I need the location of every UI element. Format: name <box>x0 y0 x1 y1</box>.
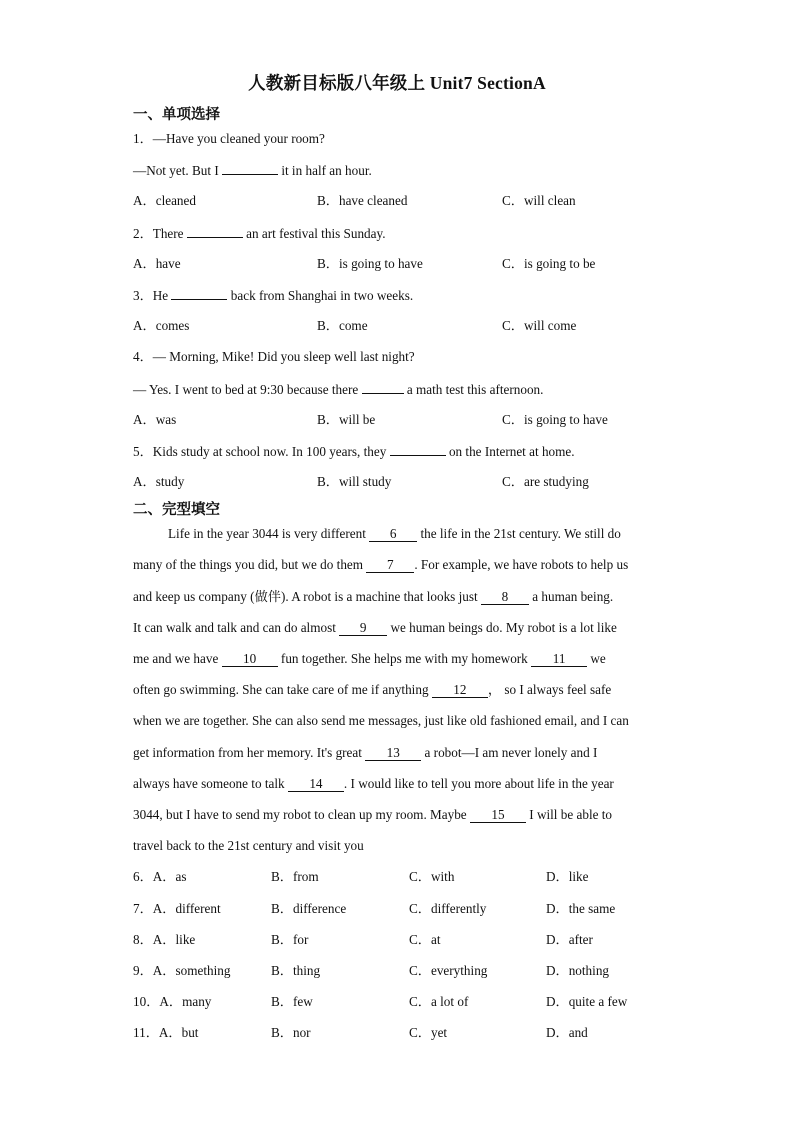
question-number: 5． <box>133 444 153 459</box>
question-text: a math test this afternoon. <box>403 382 544 397</box>
option-a[interactable]: A．many <box>159 994 212 1009</box>
blank-12[interactable]: 12 <box>432 682 488 698</box>
option-a[interactable]: A．something <box>152 963 231 978</box>
option-a[interactable]: A．cleaned <box>133 193 196 208</box>
passage-line-11 <box>133 837 364 855</box>
question-text: on the Internet at home. <box>445 444 575 459</box>
passage-line-2 <box>133 556 628 574</box>
section-heading-single-choice: 一、单项选择 <box>133 107 220 123</box>
blank-10[interactable]: 10 <box>222 651 278 667</box>
question-text: — Morning, Mike! Did you sleep well last night? <box>152 349 415 364</box>
option-c[interactable]: C．with <box>409 869 455 884</box>
passage-text: me and we have <box>133 651 222 666</box>
passage-text: fun together. She helps me with my homework <box>280 651 532 666</box>
question-1-line-2 <box>133 161 372 180</box>
answer-blank[interactable] <box>171 286 227 300</box>
item-number: 7． <box>133 901 153 916</box>
passage-text: often go swimming. She can take care of me if anything <box>133 682 432 697</box>
question-text: —Have you cleaned your room? <box>152 131 325 146</box>
option-d[interactable]: D．after <box>546 932 593 947</box>
passage-text: the life in the 21st century. We still do <box>420 526 621 541</box>
option-b[interactable]: B．for <box>271 932 309 947</box>
option-b[interactable]: B．difference <box>271 901 347 916</box>
question-text: back from Shanghai in two weeks. <box>227 288 414 303</box>
question-5 <box>133 442 575 461</box>
passage-text: always have someone to talk <box>133 776 288 791</box>
option-b[interactable]: B．few <box>271 994 313 1009</box>
item-number: 9． <box>133 963 153 978</box>
option-d[interactable]: D．quite a few <box>546 994 628 1009</box>
option-c[interactable]: C．will come <box>502 318 577 333</box>
blank-13[interactable]: 13 <box>365 745 421 761</box>
passage-text: when we are together. She can also send me messages, just like old fashioned email, and I can <box>133 713 629 728</box>
answer-blank[interactable] <box>187 224 243 238</box>
option-b[interactable]: B．from <box>271 869 319 884</box>
passage-text: ， so I always feel safe <box>487 682 612 697</box>
blank-8[interactable]: 8 <box>481 589 529 605</box>
item-number: 10． <box>133 994 160 1009</box>
blank-7[interactable]: 7 <box>366 557 414 573</box>
option-a[interactable]: A．have <box>133 256 181 271</box>
passage-text: many of the things you did, but we do them <box>133 557 367 572</box>
passage-line-1 <box>168 525 621 543</box>
passage-text: a robot—I am never lonely and I <box>424 745 598 760</box>
option-d[interactable]: D．like <box>546 869 589 884</box>
question-text: He <box>152 288 172 303</box>
question-number: 4． <box>133 349 153 364</box>
passage-text: get information from her memory. It's great <box>133 745 366 760</box>
blank-14[interactable]: 14 <box>288 776 344 792</box>
passage-line-3 <box>133 588 613 606</box>
question-2 <box>133 224 386 243</box>
cloze-item-7 <box>133 900 221 918</box>
question-text: There <box>152 226 187 241</box>
answer-blank[interactable] <box>362 380 404 394</box>
option-c[interactable]: C．at <box>409 932 441 947</box>
option-b[interactable]: B．have cleaned <box>317 193 408 208</box>
passage-line-10 <box>133 806 612 824</box>
passage-line-8 <box>133 744 597 762</box>
passage-text: we human beings do. My robot is a lot like <box>390 620 617 635</box>
option-a[interactable]: A．study <box>133 474 185 489</box>
option-a[interactable]: A．as <box>152 869 187 884</box>
section-heading-cloze: 二、完型填空 <box>133 502 220 518</box>
cloze-item-8 <box>133 931 195 949</box>
question-text: it in half an hour. <box>278 163 372 178</box>
option-c[interactable]: C．yet <box>409 1025 448 1040</box>
cloze-item-9 <box>133 962 230 980</box>
option-b[interactable]: B．nor <box>271 1025 311 1040</box>
passage-line-7 <box>133 712 629 730</box>
question-4-line-2 <box>133 380 543 399</box>
option-d[interactable]: D．nothing <box>546 963 610 978</box>
question-text: — Yes. I went to bed at 9:30 because there <box>133 382 362 397</box>
question-number: 1． <box>133 131 153 146</box>
question-1 <box>133 130 325 148</box>
question-text: Kids study at school now. In 100 years, they <box>152 444 390 459</box>
item-number: 11． <box>133 1025 159 1040</box>
option-d[interactable]: D．and <box>546 1025 588 1040</box>
passage-text: a human being. <box>532 589 614 604</box>
item-number: 8． <box>133 932 153 947</box>
option-c[interactable]: C．is going to have <box>502 412 608 427</box>
blank-11[interactable]: 11 <box>531 651 587 667</box>
question-number: 3． <box>133 288 153 303</box>
option-c[interactable]: C．will clean <box>502 193 576 208</box>
blank-9[interactable]: 9 <box>339 620 387 636</box>
option-a[interactable]: A．different <box>152 901 221 916</box>
option-c[interactable]: C．is going to be <box>502 256 596 271</box>
passage-line-9 <box>133 775 614 793</box>
cloze-item-11 <box>133 1024 198 1042</box>
option-b[interactable]: B．thing <box>271 963 321 978</box>
cloze-item-6 <box>133 868 186 886</box>
passage-text: travel back to the 21st century and visit you <box>133 838 364 853</box>
passage-text: . For example, we have robots to help us <box>414 557 629 572</box>
passage-text: . I would like to tell you more about life in the year <box>343 776 614 791</box>
passage-text: I will be able to <box>525 807 613 822</box>
question-3 <box>133 286 413 305</box>
question-number: 2． <box>133 226 153 241</box>
item-number: 6． <box>133 869 153 884</box>
passage-text: Life in the year 3044 is very different <box>168 526 370 541</box>
document-title: 人教新目标版八年级上 Unit7 SectionA <box>248 73 546 93</box>
passage-text: 3044, but I have to send my robot to clean up my room. Maybe <box>133 807 470 822</box>
passage-text: we <box>590 651 606 666</box>
option-a[interactable]: A．comes <box>133 318 190 333</box>
blank-6[interactable]: 6 <box>369 526 417 542</box>
passage-text: It can walk and talk and can do almost <box>133 620 340 635</box>
option-b[interactable]: B．will be <box>317 412 376 427</box>
question-4 <box>133 348 415 366</box>
option-c[interactable]: C．a lot of <box>409 994 469 1009</box>
question-text: an art festival this Sunday. <box>242 226 386 241</box>
option-c[interactable]: C．differently <box>409 901 487 916</box>
cloze-item-10 <box>133 993 211 1011</box>
answer-blank[interactable] <box>222 161 278 175</box>
option-c[interactable]: C．everything <box>409 963 488 978</box>
blank-15[interactable]: 15 <box>470 807 526 823</box>
passage-line-4 <box>133 619 617 637</box>
answer-blank[interactable] <box>390 442 446 456</box>
passage-line-6 <box>133 681 611 699</box>
passage-text: and keep us company (做伴). A robot is a machine that looks just <box>133 589 481 604</box>
option-b[interactable]: B．will study <box>317 474 392 489</box>
passage-line-5 <box>133 650 606 668</box>
option-a[interactable]: A．was <box>133 412 177 427</box>
option-a[interactable]: A．like <box>152 932 196 947</box>
option-b[interactable]: B．is going to have <box>317 256 423 271</box>
option-a[interactable]: A．but <box>158 1025 199 1040</box>
option-d[interactable]: D．the same <box>546 901 616 916</box>
option-c[interactable]: C．are studying <box>502 474 589 489</box>
option-b[interactable]: B．come <box>317 318 368 333</box>
question-text: —Not yet. But I <box>133 163 223 178</box>
